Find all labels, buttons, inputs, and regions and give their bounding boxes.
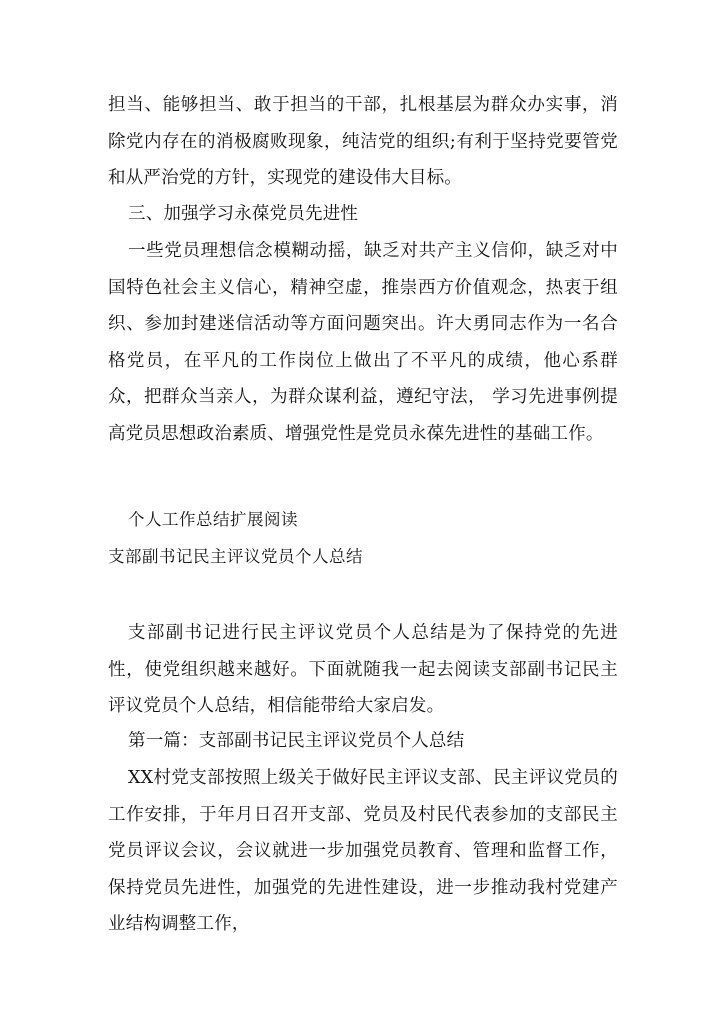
section-heading-study: 三、加强学习永葆党员先进性 [128, 204, 359, 224]
paragraph-intro: 支部副书记进行民主评议党员个人总结是为了保持党的先进性，使党组织越来越好。下面就随我一起去阅读支部副书记民主评议党员个人总结，相信能带给大家启发。 [108, 623, 618, 716]
extended-reading-label: 个人工作总结扩展阅读 [128, 510, 298, 529]
paragraph-village-branch: XX村党支部按照上级关于做好民主评议支部、民主评议党员的工作安排，于年月日召开支部、党员及村民代表参加的支部民主党员评议会议，会议就进一步加强党员教育、管理和监督工作，保持党员先进性，加强党的先进性建设，进一步推动我村党建产业结构调整工作， [108, 768, 618, 934]
article-title: 支部副书记民主评议党员个人总结 [108, 547, 363, 566]
part-one-title: 第一篇：支部副书记民主评议党员个人总结 [128, 731, 465, 751]
paragraph-party-cadres: 担当、能够担当、敢于担当的干部，扎根基层为群众办实事，消除党内存在的消极腐败现象，纯洁党的组织;有利于坚持党要管党和从严治党的方针，实现党的建设伟大目标。 [108, 95, 618, 188]
paragraph-party-members-ideals: 一些党员理想信念模糊动摇，缺乏对共产主义信仰，缺乏对中国特色社会主义信心，精神空虚，推崇西方价值观念，热衷于组织、参加封建迷信活动等方面问题突出。许大勇同志作为一名合格党员，在平凡的工作岗位上做出了不平凡的成绩，他心系群众，把群众当亲人，为群众谋利益，遵纪守法， 学习先进事例提高党员思想政治素质、增强党性是党员永葆先进性的基础工作。 [108, 241, 618, 444]
